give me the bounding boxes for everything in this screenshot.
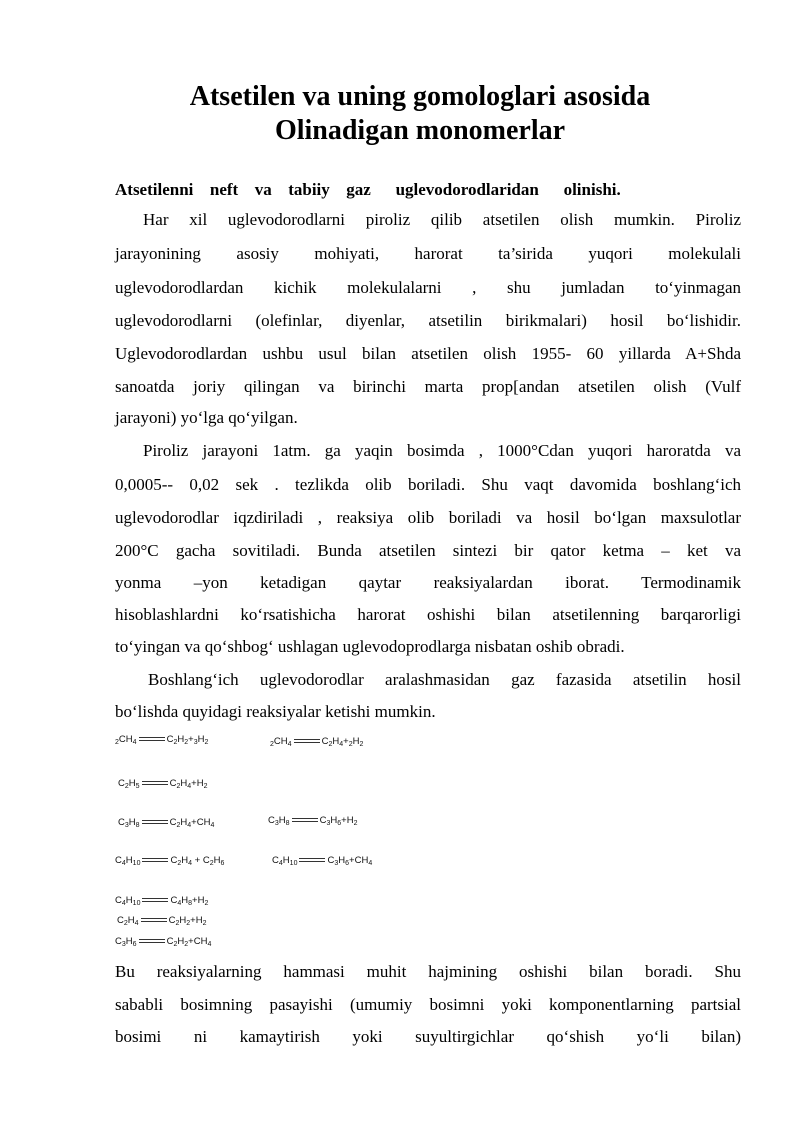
reaction-equation bbox=[117, 915, 206, 927]
reactant-formula: $C_2H_5$ bbox=[118, 778, 140, 790]
paragraph-line: hisoblashlardni ko‘rsatishicha harorat oshishi bilan atsetilenning barqarorligi bbox=[115, 605, 741, 624]
reactant-formula: $_2CH_4$ bbox=[270, 736, 292, 748]
reaction-equation bbox=[118, 778, 207, 790]
product-formula: $C_4H_8+H_2$ bbox=[170, 895, 209, 907]
section-heading: Atsetilenni neft va tabiiy gaz uglevodorodlaridan olinishi. bbox=[115, 180, 621, 199]
paragraph-line: Bu reaksiyalarning hammasi muhit hajmining oshishi bilan boradi. Shu bbox=[115, 962, 741, 981]
paragraph-line: bosimi ni kamaytirish yoki suyultirgichlar qo‘shish yo‘li bilan) bbox=[115, 1027, 741, 1046]
reaction-equation bbox=[115, 855, 224, 867]
paragraph-line: Piroliz jarayoni 1atm. ga yaqin bosimda , 1000°Cdan yuqori haroratda va bbox=[143, 441, 741, 460]
paragraph-line: uglevodorodlarni (olefinlar, diyenlar, atsetilin birikmalari) hosil bo‘lishidir. bbox=[115, 311, 741, 330]
product-formula: $C_2H_2+CH_4$ bbox=[166, 936, 212, 948]
document-title-line1: Atsetilen va uning gomologlari asosida bbox=[189, 81, 651, 112]
equilibrium-arrow-icon bbox=[292, 817, 318, 823]
reactant-formula: $C_4H_{10}$ bbox=[272, 855, 298, 867]
product-formula: $C_2H_4+CH_4$ bbox=[169, 817, 215, 829]
equilibrium-arrow-icon bbox=[142, 780, 168, 786]
product-formula: $C_2H_4+_2H_2$ bbox=[321, 736, 364, 748]
product-formula: $C_2H_4+H_2$ bbox=[169, 778, 208, 790]
equilibrium-arrow-icon bbox=[142, 897, 168, 903]
equilibrium-arrow-icon bbox=[141, 917, 167, 923]
reaction-equation bbox=[270, 736, 363, 748]
reactant-formula: $C_3H_6$ bbox=[115, 936, 137, 948]
equilibrium-arrow-icon bbox=[294, 738, 320, 744]
paragraph-line: Uglevodorodlardan ushbu usul bilan atsetilen olish 1955- 60 yillarda A+Shda bbox=[115, 344, 741, 363]
paragraph-line: uglevodorodlar iqzdiriladi , reaksiya olib boriladi va hosil bo‘lgan maxsulotlar bbox=[115, 508, 741, 527]
paragraph-line: jarayoni) yo‘lga qo‘yilgan. bbox=[115, 408, 298, 427]
paragraph-line: jarayonining asosiy mohiyati, harorat ta’sirida yuqori molekulali bbox=[115, 244, 741, 263]
reactant-formula: $C_3H_8$ bbox=[268, 815, 290, 827]
product-formula: $C_3H_6+CH_4$ bbox=[327, 855, 373, 867]
paragraph-line: bo‘lishda quyidagi reaksiyalar ketishi mumkin. bbox=[115, 702, 436, 721]
equilibrium-arrow-icon bbox=[139, 736, 165, 742]
reaction-equation bbox=[115, 936, 211, 948]
reaction-equation bbox=[272, 855, 372, 867]
paragraph-line: uglevodorodlardan kichik molekulalarni , shu jumladan to‘yinmagan bbox=[115, 278, 741, 297]
product-formula: $C_2H_2+H_2$ bbox=[168, 915, 207, 927]
paragraph-line: yonma –yon ketadigan qaytar reaksiyalardan iborat. Termodinamik bbox=[115, 573, 741, 592]
reaction-equation bbox=[115, 734, 208, 746]
paragraph-line: 200°C gacha sovitiladi. Bunda atsetilen sintezi bir qator ketma – ket va bbox=[115, 541, 741, 560]
reactant-formula: $C_4H_{10}$ bbox=[115, 855, 141, 867]
paragraph-line: to‘yingan va qo‘shbog‘ ushlagan uglevodoprodlarga nisbatan oshib obradi. bbox=[115, 637, 625, 656]
product-formula: $C_2H_2+_3H_2$ bbox=[166, 734, 209, 746]
reactant-formula: $_2CH_4$ bbox=[115, 734, 137, 746]
equilibrium-arrow-icon bbox=[142, 819, 168, 825]
reaction-equation bbox=[115, 895, 208, 907]
paragraph-line: sanoatda joriy qilingan va birinchi marta prop[andan atsetilen olish (Vulf bbox=[115, 377, 741, 396]
reaction-equation bbox=[118, 817, 214, 829]
reactant-formula: $C_3H_8$ bbox=[118, 817, 140, 829]
document-title-line2: Olinadigan monomerlar bbox=[274, 115, 566, 146]
product-formula: $C_3H_6+H_2$ bbox=[319, 815, 358, 827]
reactant-formula: $C_4H_{10}$ bbox=[115, 895, 141, 907]
paragraph-line: 0,0005-- 0,02 sek . tezlikda olib boriladi. Shu vaqt davomida boshlang‘ich bbox=[115, 475, 741, 494]
reaction-equation bbox=[268, 815, 357, 827]
product-formula: $C_2H_4 + C_2H_6$ bbox=[170, 855, 225, 867]
paragraph-line: sababli bosimning pasayishi (umumiy bosimni yoki komponentlarning partsial bbox=[115, 995, 741, 1014]
equilibrium-arrow-icon bbox=[299, 857, 325, 863]
reactant-formula: $C_2H_4$ bbox=[117, 915, 139, 927]
paragraph-line: Boshlang‘ich uglevodorodlar aralashmasidan gaz fazasida atsetilin hosil bbox=[148, 670, 741, 689]
equilibrium-arrow-icon bbox=[139, 938, 165, 944]
paragraph-line: Har xil uglevodorodlarni piroliz qilib atsetilen olish mumkin. Piroliz bbox=[143, 210, 741, 229]
equilibrium-arrow-icon bbox=[142, 857, 168, 863]
